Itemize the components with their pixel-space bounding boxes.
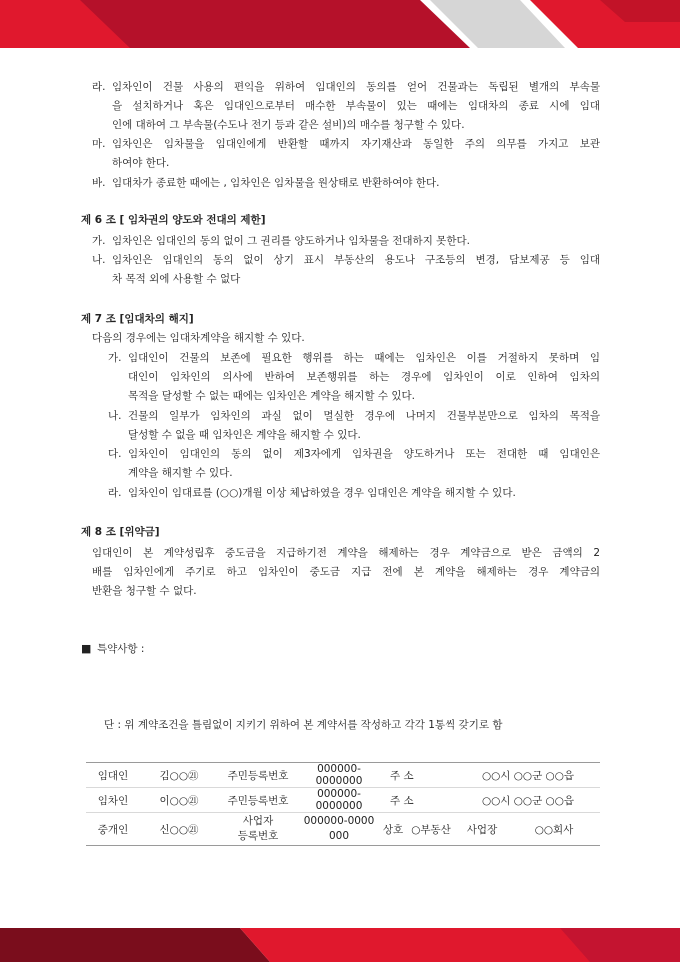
item-text: 임대차가 종료한 때에는 , 임차인은 임차물을 원상태로 반환하여야 한다. bbox=[112, 177, 440, 189]
business-value-line: 000000-0000 bbox=[303, 815, 375, 827]
item-marker: 라. bbox=[108, 487, 122, 499]
party-name: 김○○㉑ bbox=[140, 763, 218, 788]
item-text: 달성할 수 없을 때 임차인은 계약을 해지할 수 있다. bbox=[128, 429, 361, 441]
item-marker: 나. bbox=[92, 254, 106, 266]
business-number-value bbox=[298, 813, 380, 846]
id-label: 주민등록번호 bbox=[218, 788, 298, 813]
agent-role: 중개인 bbox=[86, 813, 140, 846]
id-value: 000000-0000000 bbox=[298, 763, 380, 788]
address-value: ○○시 ○○군 ○○읍 bbox=[456, 788, 600, 813]
item-marker: 바. bbox=[92, 177, 106, 189]
item-text: 임대인이 건물의 보존에 필요한 행위를 하는 때에는 임차인은 이를 거절하지 못하며 임 bbox=[128, 352, 600, 364]
article-8-text: 반환을 청구할 수 없다. bbox=[92, 585, 197, 597]
id-label: 주민등록번호 bbox=[218, 763, 298, 788]
item-text: 계약을 해지할 수 있다. bbox=[128, 467, 233, 479]
item-marker: 가. bbox=[92, 235, 106, 247]
item-text: 임차인은 임대인의 동의 없이 그 권리를 양도하거나 임차물을 전대하지 못한다. bbox=[112, 235, 470, 247]
item-marker: 마. bbox=[92, 138, 106, 150]
special-terms-label: 특약사항 : bbox=[97, 643, 145, 655]
item-text: 임차인은 임차물을 임대인에게 반환할 때까지 자기재산과 동일한 주의 의무를 가지고 보관 bbox=[112, 138, 600, 150]
party-name: 이○○㉑ bbox=[140, 788, 218, 813]
address-label: 주 소 bbox=[380, 788, 456, 813]
footer-decoration bbox=[0, 928, 680, 962]
special-terms-bullet: ■ bbox=[81, 642, 92, 655]
party-role: 임차인 bbox=[86, 788, 140, 813]
article-6-heading: 제 6 조 [ 임차권의 양도와 전대의 제한] bbox=[81, 214, 266, 226]
item-text: 목적을 달성할 수 없는 때에는 임차인은 계약을 해지할 수 있다. bbox=[128, 390, 415, 402]
table-row bbox=[86, 763, 600, 788]
item-text: 임차인이 임대료를 (○○)개월 이상 체납하였을 경우 임대인은 계약을 해지할 수 있다. bbox=[128, 487, 516, 499]
item-text: 차 목적 외에 사용할 수 없다 bbox=[112, 273, 241, 285]
item-marker: 라. bbox=[92, 81, 106, 93]
business-label-line: 사업자 bbox=[242, 815, 274, 827]
item-text: 임차인은 임대인의 동의 없이 상기 표시 부동산의 용도나 구조등의 변경, 담보제공 등 임대 bbox=[112, 254, 600, 266]
business-number-label bbox=[218, 813, 298, 846]
item-marker: 가. bbox=[108, 352, 122, 364]
parties-table bbox=[86, 762, 600, 846]
item-text: 을 설치하거나 혹은 임대인으로부터 매수한 부속물이 있는 때에는 임대차의 종료 시에 임대 bbox=[112, 100, 600, 112]
address-label: 주 소 bbox=[380, 763, 456, 788]
item-text: 임차인이 건물 사용의 편익을 위하여 임대인의 동의를 얻어 건물과는 독립된 별개의 부속물 bbox=[112, 81, 600, 93]
item-marker: 다. bbox=[108, 448, 122, 460]
agent-name: 신○○㉑ bbox=[140, 813, 218, 846]
closing-statement: 단 : 위 계약조건을 틀림없이 지키기 위하여 본 계약서를 작성하고 각각 1통씩 갖기로 함 bbox=[104, 719, 503, 731]
address-value: ○○시 ○○군 ○○읍 bbox=[456, 763, 600, 788]
party-role: 임대인 bbox=[86, 763, 140, 788]
business-label-line: 등록번호 bbox=[237, 830, 279, 842]
item-marker: 나. bbox=[108, 410, 122, 422]
table-row bbox=[86, 813, 600, 846]
item-text: 대인이 임차인의 의사에 반하여 보존행위를 하는 경우에 임차인이 이로 인하여 임차의 bbox=[128, 371, 600, 383]
firm-value: ○부동산 bbox=[406, 813, 456, 846]
item-text: 건물의 일부가 임차인의 과실 없이 멸실한 경우에 나머지 건물부분만으로 임차의 목적을 bbox=[128, 410, 600, 422]
article-8-text: 임대인이 본 계약성립후 중도금을 지급하기전 계약을 해제하는 경우 계약금으로 받은 금액의 2 bbox=[92, 547, 600, 559]
article-8-heading: 제 8 조 [위약금] bbox=[81, 526, 160, 538]
office-value: ○○회사 bbox=[508, 813, 600, 846]
business-value-line: 000 bbox=[328, 830, 350, 842]
firm-label: 상호 bbox=[380, 813, 406, 846]
header-decoration bbox=[0, 0, 680, 48]
table-row bbox=[86, 788, 600, 813]
item-text: 인에 대하여 그 부속물(수도나 전기 등과 같은 설비)의 매수를 청구할 수 있다. bbox=[112, 119, 465, 131]
item-text: 임차인이 임대인의 동의 없이 제3자에게 임차권을 양도하거나 또는 전대한 때 임대인은 bbox=[128, 448, 600, 460]
article-8-text: 배를 임차인에게 주기로 하고 임차인이 중도금 지급 전에 본 계약을 해제하는 경우 계약금의 bbox=[92, 566, 600, 578]
article-7-heading: 제 7 조 [임대차의 해지] bbox=[81, 313, 194, 325]
office-label: 사업장 bbox=[456, 813, 508, 846]
id-value: 000000-0000000 bbox=[298, 788, 380, 813]
item-text: 하여야 한다. bbox=[112, 157, 170, 169]
article-7-intro: 다음의 경우에는 임대차계약을 해지할 수 있다. bbox=[92, 332, 305, 344]
